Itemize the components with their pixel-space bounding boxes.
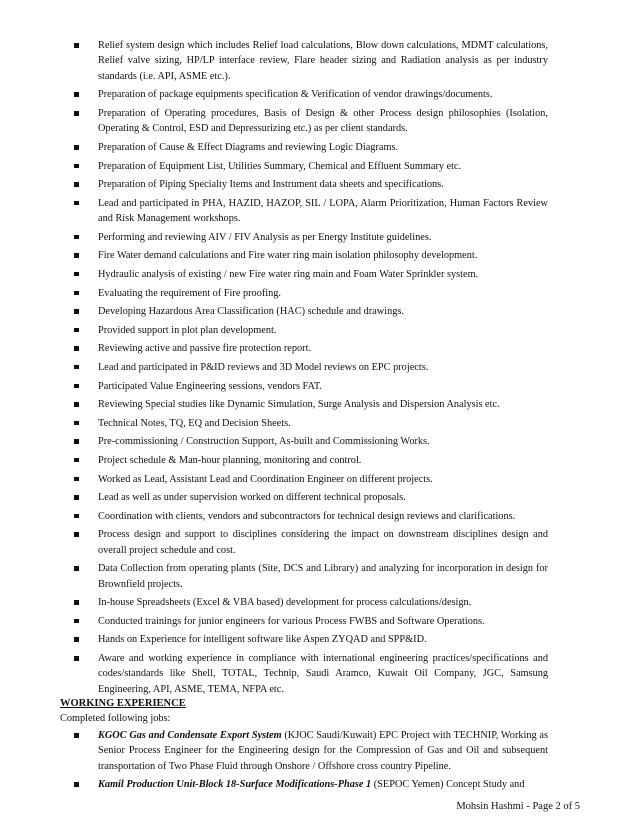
bullet-text: Reviewing Special studies like Dynamic Simulation, Surge Analysis and Dispersion Analysis etc. [98, 399, 500, 411]
page-footer: Mohsin Hashmi - Page 2 of 5 [456, 801, 580, 812]
bullet-text: Hydraulic analysis of existing / new Fire water ring main and Foam Water Sprinkler system. [98, 268, 479, 280]
bullet-square-icon [74, 532, 79, 537]
bullet-text: Relief system design which includes Relief load calculations, Blow down calculations, MDMT calculations, Relief valve sizing, HP/LP interface review, Flare header sizing and Radiation analysis as per industry standards (i.e. API, ASME etc.). [98, 40, 548, 82]
section-intro: Completed following jobs: [60, 713, 171, 724]
bullet-text: Preparation of Operating procedures, Basis of Design & other Process design philosophies (Isolation, Operating & Control, ESD and Depressurizing etc.) as per client standards. [98, 108, 548, 135]
bullet-text: Lead and participated in PHA, HAZID, HAZOP, SIL / LOPA, Alarm Prioritization, Human Factors Review and Risk Management workshops. [98, 197, 548, 225]
bullet-square-icon [74, 253, 79, 258]
bullet-item [60, 527, 548, 558]
bullet-item [60, 267, 548, 282]
bullet-text: Conducted trainings for junior engineers for various Process FWBS and Software Operations. [98, 615, 485, 627]
bullet-text: Aware and working experience in compliance with international engineering practices/specifications and codes/standards like Shell, TOTAL, Technip, Saudi Aramco, Kuwait Oil Company, JGC, Samsung Engineering, API, ASME, TEMA, NFPA etc. [98, 653, 548, 695]
bullet-item [60, 490, 548, 505]
bullet-text: Reviewing active and passive fire protection report. [98, 343, 312, 355]
bullet-item [60, 397, 548, 412]
bullet-square-icon [74, 111, 79, 116]
section-heading: WORKING EXPERIENCE [60, 698, 186, 709]
bullet-item [60, 614, 548, 629]
responsibilities-list [60, 38, 548, 700]
bullet-text: Worked as Lead, Assistant Lead and Coordination Engineer on different projects. [98, 473, 433, 485]
bullet-square-icon [74, 514, 79, 519]
job-item [60, 728, 548, 774]
bullet-item [60, 248, 548, 263]
job-project-name: KGOC Gas and Condensate Export System [98, 730, 282, 741]
bullet-item [60, 140, 548, 155]
bullet-square-icon [74, 600, 79, 605]
bullet-square-icon [74, 328, 79, 333]
bullet-text: Fire Water demand calculations and Fire water ring main isolation philosophy development. [98, 250, 478, 262]
bullet-item [60, 177, 548, 192]
job-project-name: Kamil Production Unit-Block 18-Surface Modifications-Phase 1 [98, 779, 372, 791]
bullet-item [60, 304, 548, 319]
bullet-square-icon [74, 439, 79, 444]
job-item [60, 777, 548, 792]
bullet-square-icon [74, 43, 79, 48]
bullet-text: Lead as well as under supervision worked on different technical proposals. [98, 492, 406, 504]
bullet-square-icon [74, 201, 79, 206]
bullet-square-icon [74, 346, 79, 351]
bullet-text: Technical Notes, TQ, EQ and Decision Sheets. [98, 417, 291, 429]
bullet-item [60, 561, 548, 592]
job-description: (SEPOC Yemen) Concept Study and [371, 779, 525, 791]
bullet-square-icon [74, 309, 79, 314]
bullet-item [60, 196, 548, 227]
bullet-square-icon [74, 782, 79, 787]
bullet-item [60, 159, 548, 174]
bullet-text: Process design and support to disciplines considering the impact on downstream disciplines design and overall project schedule and cost. [98, 529, 548, 556]
bullet-square-icon [74, 458, 79, 463]
bullet-item [60, 509, 548, 524]
bullet-item [60, 416, 548, 431]
bullet-text: Coordination with clients, vendors and subcontractors for technical design reviews and clarifications. [98, 510, 516, 522]
bullet-text: Pre-commissioning / Construction Support, As-built and Commissioning Works. [98, 436, 430, 448]
bullet-item [60, 434, 548, 449]
bullet-text: Preparation of Cause & Effect Diagrams and reviewing Logic Diagrams. [98, 142, 399, 153]
bullet-square-icon [74, 477, 79, 482]
bullet-text: Participated Value Engineering sessions, vendors FAT. [98, 380, 322, 392]
bullet-item [60, 286, 548, 301]
working-experience-section [60, 697, 548, 796]
bullet-text: Provided support in plot plan development. [98, 324, 277, 336]
bullet-square-icon [74, 365, 79, 370]
bullet-square-icon [74, 402, 79, 407]
bullet-item [60, 106, 548, 137]
bullet-item [60, 38, 548, 84]
bullet-text: In-house Spreadsheets (Excel & VBA based) development for process calculations/design. [98, 597, 472, 609]
bullet-item [60, 360, 548, 375]
bullet-square-icon [74, 182, 79, 187]
bullet-text: Developing Hazardous Area Classification (HAC) schedule and drawings. [98, 306, 404, 318]
bullet-text: Evaluating the requirement of Fire proofing. [98, 287, 282, 299]
bullet-square-icon [74, 145, 79, 150]
bullet-square-icon [74, 272, 79, 277]
bullet-text: Project schedule & Man-hour planning, monitoring and control. [98, 454, 362, 466]
bullet-square-icon [74, 164, 79, 169]
bullet-item [60, 453, 548, 468]
bullet-item [60, 651, 548, 697]
bullet-square-icon [74, 92, 79, 97]
bullet-square-icon [74, 495, 79, 500]
bullet-item [60, 323, 548, 338]
bullet-item [60, 595, 548, 610]
bullet-text: Preparation of package equipments specification & Verification of vendor drawings/documents. [98, 89, 493, 101]
bullet-square-icon [74, 235, 79, 240]
bullet-item [60, 632, 548, 647]
bullet-square-icon [74, 619, 79, 624]
bullet-text: Preparation of Piping Specialty Items and Instrument data sheets and specifications. [98, 179, 444, 191]
bullet-square-icon [74, 733, 79, 738]
bullet-text: Preparation of Equipment List, Utilities Summary, Chemical and Effluent Summary etc. [98, 160, 462, 172]
bullet-item [60, 341, 548, 356]
bullet-text: Performing and reviewing AIV / FIV Analysis as per Energy Institute guidelines. [98, 231, 432, 243]
bullet-square-icon [74, 566, 79, 571]
bullet-square-icon [74, 637, 79, 642]
bullet-item [60, 379, 548, 394]
bullet-text: Lead and participated in P&ID reviews and 3D Model reviews on EPC projects. [98, 361, 429, 373]
bullet-item [60, 472, 548, 487]
bullet-square-icon [74, 421, 79, 426]
bullet-text: Data Collection from operating plants (Site, DCS and Library) and analyzing for incorporation in design for Brownfield projects. [98, 563, 548, 590]
bullet-item [60, 87, 548, 102]
bullet-square-icon [74, 291, 79, 296]
bullet-item [60, 230, 548, 245]
job-description: (KJOC Saudi/Kuwait) EPC Project with TECHNIP, Working as Senior Process Engineer for the Engineering design for the Compression of Gas and Oil and subsequent transportation of Two Phase Fluid through Onshore / Offshore cross country Pipeline. [98, 730, 549, 772]
jobs-list [60, 728, 548, 793]
bullet-square-icon [74, 384, 79, 389]
bullet-square-icon [74, 656, 79, 661]
bullet-text: Hands on Experience for intelligent software like Aspen ZYQAD and SPP&ID. [98, 634, 427, 646]
